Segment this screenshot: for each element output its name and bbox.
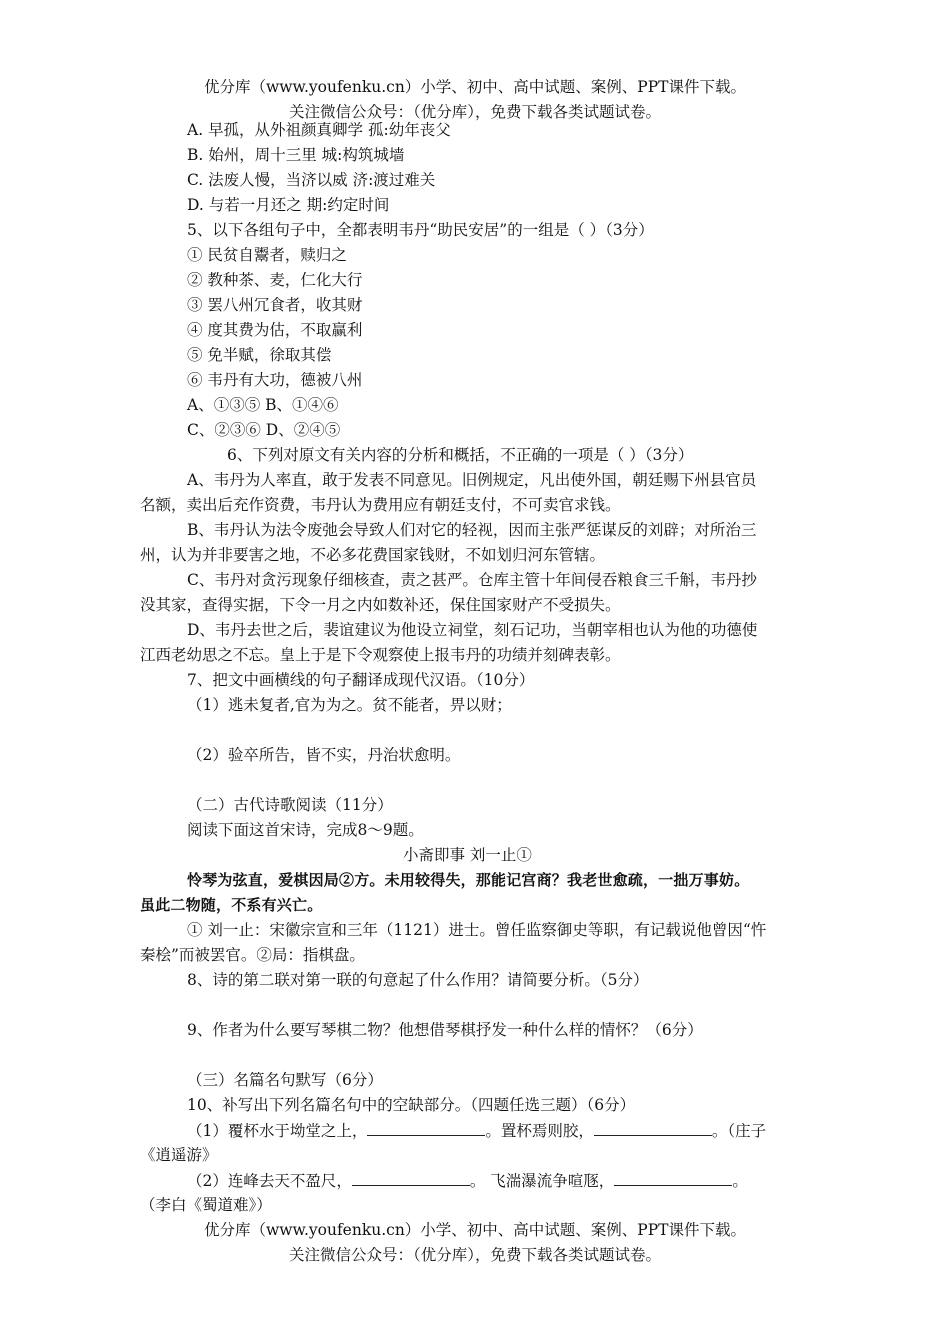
q5-item-5: ⑤ 免半赋，徐取其偿 (187, 346, 332, 364)
answer-blank[interactable] (352, 1169, 470, 1186)
q5-item-1: ① 民贫自鬻者，赎归之 (187, 246, 347, 264)
q7-stem: 7、把文中画横线的句子翻译成现代汉语。（10分） (187, 671, 535, 689)
q6-option-b-line2: 州，认为并非要害之地，不必多花费国家钱财，不如划归河东管辖。 (140, 546, 606, 564)
q7-sentence-2: （2）验卒所告，皆不实，丹治状愈明。 (187, 746, 461, 764)
answer-blank[interactable] (367, 1119, 485, 1136)
q10-item-1-text-b: 。置杯焉则胶， (485, 1122, 594, 1140)
section-2-title: （二）古代诗歌阅读（11分） (187, 796, 393, 814)
q10-item-2 (187, 1169, 748, 1192)
q4-option-b: B. 始州，周十三里 城:构筑城墙 (187, 146, 405, 164)
q5-options-ab: A、①③⑤ B、①④⑥ (187, 396, 339, 414)
q6-option-d-line1: D、韦丹去世之后，裴谊建议为他设立祠堂，刻石记功，当朝宰相也认为他的功德使 (187, 621, 758, 639)
q4-option-d: D. 与若一月还之 期:约定时间 (187, 196, 390, 214)
q5-stem: 5、以下各组句子中，全都表明韦丹“助民安居”的一组是（ ）（3分） (187, 221, 654, 239)
poem-line-1: 怜琴为弦直，爱棋因局②方。未用较得失，那能记宫商？我老世愈疏，一拙万事妨。 (187, 871, 750, 889)
q6-option-c-line2: 没其家，查得实据，下令一月之内如数补还，保住国家财产不受损失。 (140, 596, 621, 614)
poem-line-2: 虽此二物随，不系有兴亡。 (140, 896, 323, 914)
q6-option-b-line1: B、韦丹认为法令废弛会导致人们对它的轻视，因而主张严惩谋反的刘辟；对所治三 (187, 521, 757, 539)
header-line-1: 优分库（www.youfenku.cn）小学、初中、高中试题、案例、PPT课件下载。 (203, 78, 747, 96)
q6-option-a-line1: A、韦丹为人率直，敢于发表不同意见。旧例规定，凡出使外国，朝廷赐下州县官员 (187, 471, 757, 489)
q10-item-2-text-c: 。 (732, 1172, 748, 1190)
q10-item-2-text-a: （2）连峰去天不盈尺， (187, 1172, 352, 1190)
section-2-intro: 阅读下面这首宋诗，完成8～9题。 (187, 821, 424, 839)
q6-option-a-line2: 名额，卖出后充作资费，韦丹认为费用应有朝廷支付，不可卖官求钱。 (140, 496, 621, 514)
q6-option-d-line2: 江西老幼思之不忘。皇上于是下令观察使上报韦丹的功绩并刻碑表彰。 (140, 646, 621, 664)
header-line-2: 关注微信公众号：（优分库），免费下载各类试题试卷。 (288, 103, 661, 121)
q6-stem: 6、下列对原文有关内容的分析和概括，不正确的一项是（ ）（3分） (227, 446, 694, 464)
q6-option-c-line1: C、韦丹对贪污现象仔细核查，责之甚严。仓库主管十年间侵吞粮食三千斛，韦丹抄 (187, 571, 757, 589)
q5-item-6: ⑥ 韦丹有大功，德被八州 (187, 371, 363, 389)
q7-sentence-1: （1）逃未复者,官为为之。贫不能者，畀以财； (187, 696, 512, 714)
footer-line-2: 关注微信公众号：（优分库），免费下载各类试题试卷。 (288, 1246, 661, 1264)
question-9: 9、作者为什么要写琴棋二物？他想借琴棋抒发一种什么样的情怀？（6分） (187, 1021, 703, 1039)
q10-item-1-text-c: 。（庄子 (711, 1122, 767, 1140)
q4-option-a: A. 早孤，从外祖颜真卿学 孤:幼年丧父 (187, 121, 451, 139)
q10-item-1 (187, 1119, 766, 1142)
answer-blank[interactable] (614, 1169, 732, 1186)
question-10-stem: 10、补写出下列名篇名句中的空缺部分。（四题任选三题）（6分） (187, 1096, 636, 1114)
question-8: 8、诗的第二联对第一联的句意起了什么作用？请简要分析。（5分） (187, 971, 649, 989)
poem-note-line-1: ① 刘一止：宋徽宗宣和三年（1121）进士。曾任监察御史等职，有记载说他曾因“忤 (187, 921, 767, 939)
answer-blank[interactable] (594, 1119, 712, 1136)
q5-options-cd: C、②③⑥ D、②④⑤ (187, 421, 341, 439)
q10-item-2-source: （李白《蜀道难》） (140, 1196, 272, 1214)
section-3-title: （三）名篇名句默写（6分） (187, 1071, 383, 1089)
q5-item-3: ③ 罢八州冗食者，收其财 (187, 296, 363, 314)
q4-option-c: C. 法废人慢，当济以威 济:渡过难关 (187, 171, 436, 189)
q10-item-1-source: 《逍遥游》 (140, 1146, 218, 1164)
q5-item-4: ④ 度其费为估，不取赢利 (187, 321, 363, 339)
poem-note-line-2: 秦桧”而被罢官。②局：指棋盘。 (140, 946, 365, 964)
q5-item-2: ② 教种茶、麦，仁化大行 (187, 271, 363, 289)
poem-title: 小斋即事 刘一止① (403, 846, 532, 864)
q10-item-2-text-b: 。 飞湍瀑流争喧豗， (469, 1172, 615, 1190)
footer-line-1: 优分库（www.youfenku.cn）小学、初中、高中试题、案例、PPT课件下载。 (203, 1221, 747, 1239)
q10-item-1-text-a: （1）覆杯水于坳堂之上， (187, 1122, 368, 1140)
